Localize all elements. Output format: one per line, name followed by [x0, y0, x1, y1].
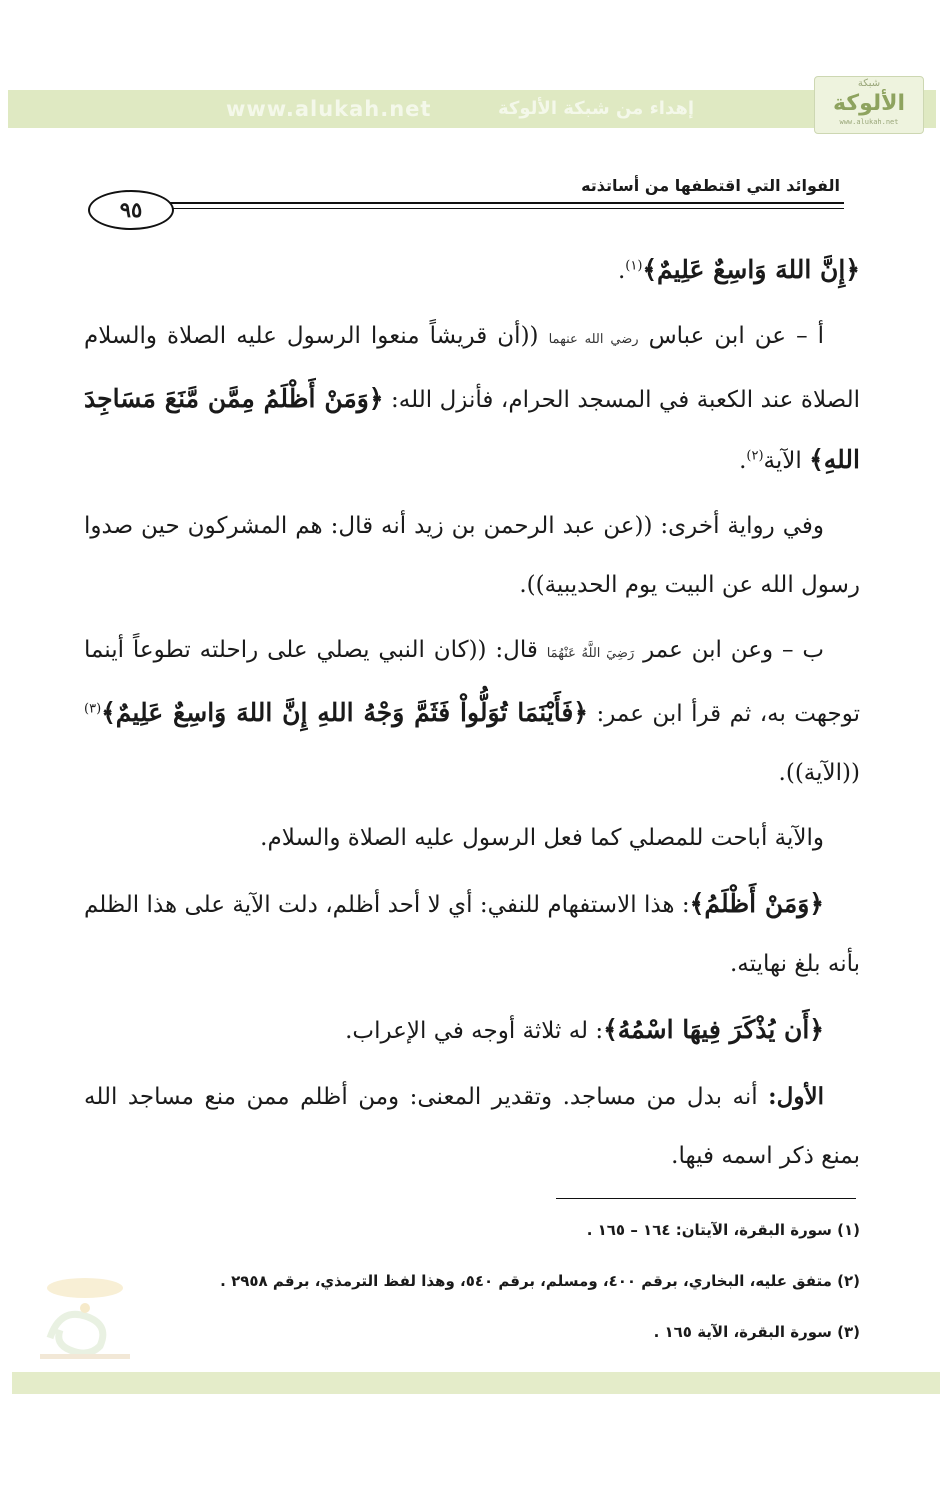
- text-run: : هذا الاستفهام للنفي: أي لا أحد أظلم، دلت الآية على هذا الظلم بأنه بلغ نهايته.: [84, 892, 860, 977]
- header-rule: [168, 202, 844, 204]
- page-number: ٩٥: [88, 190, 174, 230]
- alukah-logo: [814, 76, 924, 134]
- top-banner: [8, 90, 936, 128]
- text-run: ((الآية)).: [778, 760, 860, 786]
- footnote-2: (٢) متفق عليه، البخاري، برقم ٤٠٠، ومسلم، برقم ٥٤٠، وهذا لفظ الترمذي، برقم ٢٩٥٨ .: [220, 1272, 860, 1290]
- paragraph-5: والآية أباحت للمصلي كما فعل الرسول عليه الصلاة والسلام.: [260, 825, 824, 851]
- honorific: رَضِيَ اللَّهُ عَنْهُمَا: [546, 646, 635, 661]
- punctuation: .: [617, 258, 626, 284]
- quran-verse: ﴿وَمَنْ أَظْلَمُ﴾: [689, 889, 824, 918]
- text-run: الآية: [763, 448, 802, 474]
- logo-top-text: شبكة: [857, 78, 881, 89]
- running-title: الفوائد التي اقتطفها من أساتذته: [581, 176, 840, 195]
- footnote-ref[interactable]: (١): [625, 258, 643, 274]
- quran-verse: ﴿فَأَيْنَمَا تُوَلُّواْ فَثَمَّ وَجْهُ اللهِ إِنَّ اللهَ وَاسِعٌ عَلِيمٌ﴾: [101, 698, 589, 727]
- text-run: ب – وعن ابن عمر: [643, 637, 824, 663]
- banner-gift-text: إهداء من شبكة الألوكة: [498, 98, 694, 119]
- logo-bottom-text: www.alukah.net: [839, 118, 899, 126]
- punctuation: .: [739, 448, 747, 474]
- quran-verse: ﴿وَمَنْ أَظْلَمُ مِمَّن مَّنَعَ مَسَاجِدَ اللهِ﴾: [84, 384, 860, 474]
- paragraph-7: [84, 1000, 860, 1061]
- footnote-ref[interactable]: (٣): [84, 701, 102, 717]
- footnotes: [84, 1212, 860, 1365]
- banner-url[interactable]: www.alukah.net: [226, 97, 432, 121]
- watermark-logo: [30, 1268, 140, 1362]
- paragraph-1: [84, 240, 860, 301]
- footnote-ref[interactable]: (٢): [746, 448, 764, 464]
- main-text: [84, 240, 860, 1192]
- text-run: أ – عن ابن عباس: [648, 323, 825, 349]
- paragraph-6: [84, 874, 860, 994]
- footnote-1: (١) سورة البقرة، الآيتان: ١٦٤ – ١٦٥ .: [586, 1221, 860, 1239]
- honorific: رضي الله عنهما: [548, 332, 639, 347]
- bottom-bar: [12, 1372, 940, 1394]
- section-label: الأول:: [768, 1083, 824, 1110]
- logo-main-text: الألوكة: [832, 91, 906, 116]
- header-rule-thin: [168, 208, 844, 209]
- paragraph-2: [84, 307, 860, 491]
- text-run: ((أن قريشاً منعوا الرسول عليه الصلاة والسلام الصلاة عند الكعبة في المسجد الحرام، فأنزل الله:: [84, 323, 861, 413]
- paragraph-8: [84, 1067, 860, 1186]
- footnote-3: (٣) سورة البقرة، الآية ١٦٥ .: [653, 1323, 860, 1341]
- text-run: قال: ((كان النبي يصلي على راحلته تطوعاً أينما توجهت به، ثم قرأ ابن عمر:: [84, 637, 860, 727]
- text-run: : له ثلاثة أوجه في الإعراب.: [345, 1018, 604, 1044]
- paragraph-4: [84, 621, 860, 803]
- paragraph-3: وفي رواية أخرى: ((عن عبد الرحمن بن زيد أنه قال: هم المشركون حين صدوا رسول الله عن البيت يوم الحديبية)).: [84, 513, 860, 598]
- footnote-rule: [556, 1198, 856, 1199]
- quran-verse: ﴿أَن يُذْكَرَ فِيهَا اسْمُهُ﴾: [603, 1015, 824, 1044]
- quran-verse: ﴿إِنَّ اللهَ وَاسِعٌ عَلِيمٌ﴾: [642, 255, 860, 284]
- text-run: أنه بدل من مساجد. وتقدير المعنى: ومن أظلم ممن منع مساجد الله بمنع ذكر اسمه فيها.: [84, 1084, 860, 1169]
